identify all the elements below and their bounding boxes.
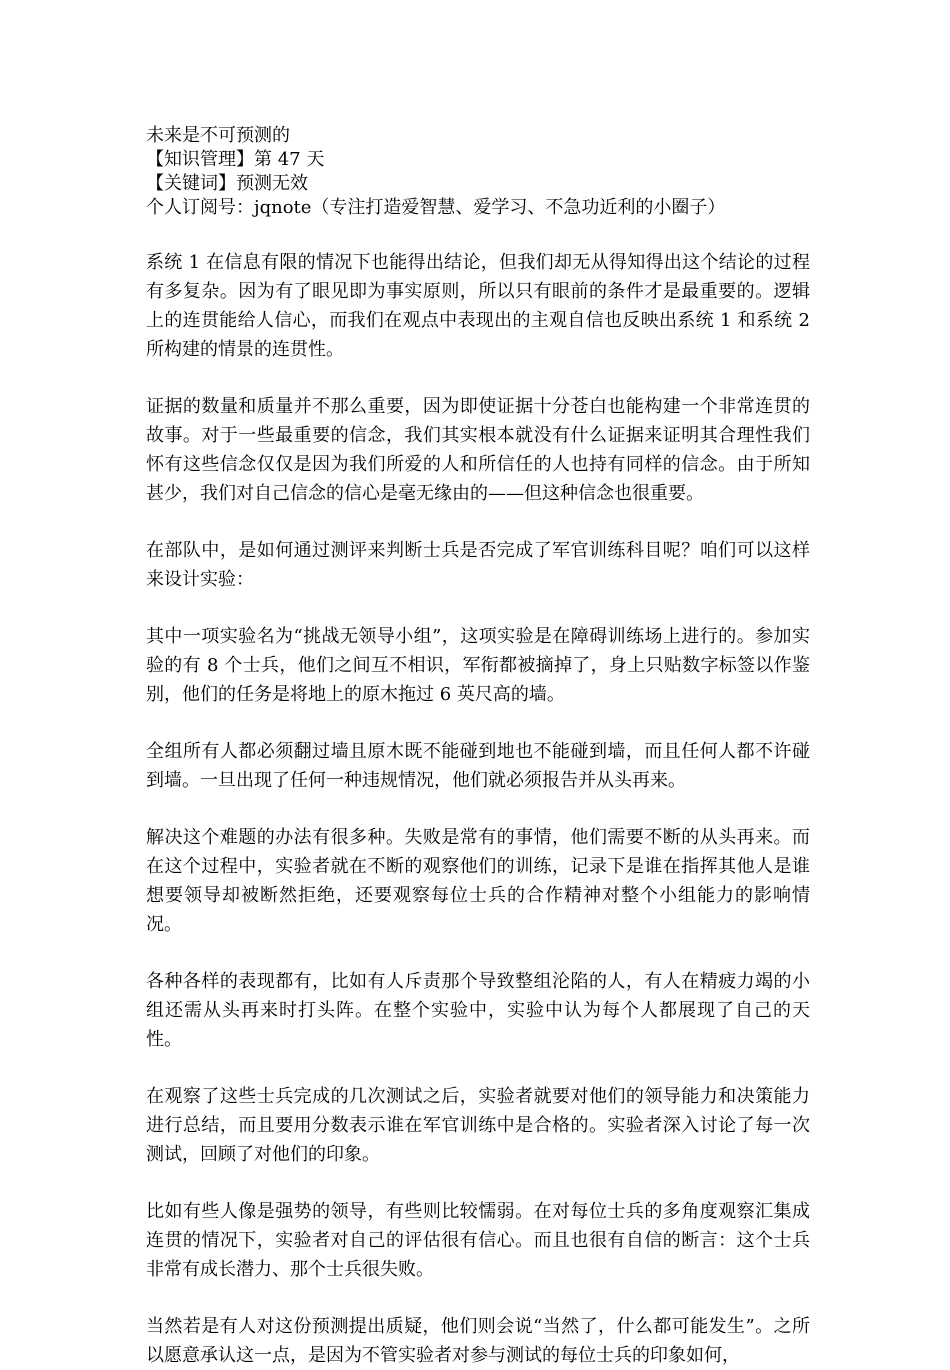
paragraph: 其中一项实验名为“挑战无领导小组”，这项实验是在障碍训练场上进行的。参加实验的有 8 个士兵，他们之间互不相识，军衔都被摘掉了，身上只贴数字标签以作鉴别，他们的任务是将地上的原木拖过 6 英尺高的墙。 — [146, 626, 810, 705]
paragraph: 解决这个难题的办法有很多种。失败是常有的事情，他们需要不断的从头再来。而在这个过程中，实验者就在不断的观察他们的训练，记录下是谁在指挥其他人是谁想要领导却被断然拒绝，还要观察每位士兵的合作精神对整个小组能力的影响情况。 — [146, 827, 810, 935]
paragraph: 各种各样的表现都有，比如有人斥责那个导致整组沦陷的人，有人在精疲力竭的小组还需从头再来时打头阵。在整个实验中，实验中认为每个人都展现了自己的天性。 — [146, 971, 810, 1050]
document-page — [146, 124, 810, 1370]
paragraph: 当然若是有人对这份预测提出质疑，他们则会说“当然了，什么都可能发生”。之所以愿意承认这一点，是因为不管实验者对参与测试的每位士兵的印象如何， — [146, 1316, 810, 1366]
topic-line: 【知识管理】第 47 天 — [146, 149, 325, 170]
subscription-line: 个人订阅号：jqnote（专注打造爱智慧、爱学习、不急功近利的小圈子） — [146, 197, 726, 218]
paragraph: 全组所有人都必须翻过墙且原木既不能碰到地也不能碰到墙，而且任何人都不许碰到墙。一旦出现了任何一种违规情况，他们就必须报告并从头再来。 — [146, 741, 810, 791]
paragraph: 比如有些人像是强势的领导，有些则比较懦弱。在对每位士兵的多角度观察汇集成连贯的情况下，实验者对自己的评估很有信心。而且也很有自信的断言：这个士兵非常有成长潜力、那个士兵很失败。 — [146, 1201, 810, 1280]
paragraph: 在观察了这些士兵完成的几次测试之后，实验者就要对他们的领导能力和决策能力进行总结，而且要用分数表示谁在军官训练中是合格的。实验者深入讨论了每一次测试，回顾了对他们的印象。 — [146, 1086, 810, 1165]
keywords-line: 【关键词】预测无效 — [146, 173, 308, 194]
paragraph: 系统 1 在信息有限的情况下也能得出结论，但我们却无从得知得出这个结论的过程有多复杂。因为有了眼见即为事实原则，所以只有眼前的条件才是最重要的。逻辑上的连贯能给人信心，而我们在观点中表现出的主观自信也反映出系统 1 和系统 2 所构建的情景的连贯性。 — [146, 252, 810, 360]
paragraph: 在部队中，是如何通过测评来判断士兵是否完成了军官训练科目呢？咱们可以这样来设计实验： — [146, 540, 810, 590]
article-title: 未来是不可预测的 — [146, 125, 290, 146]
paragraph: 证据的数量和质量并不那么重要，因为即使证据十分苍白也能构建一个非常连贯的故事。对于一些最重要的信念，我们其实根本就没有什么证据来证明其合理性我们怀有这些信念仅仅是因为我们所爱的人和所信任的人也持有同样的信念。由于所知甚少，我们对自己信念的信心是毫无缘由的——但这种信念也很重要。 — [146, 396, 810, 504]
